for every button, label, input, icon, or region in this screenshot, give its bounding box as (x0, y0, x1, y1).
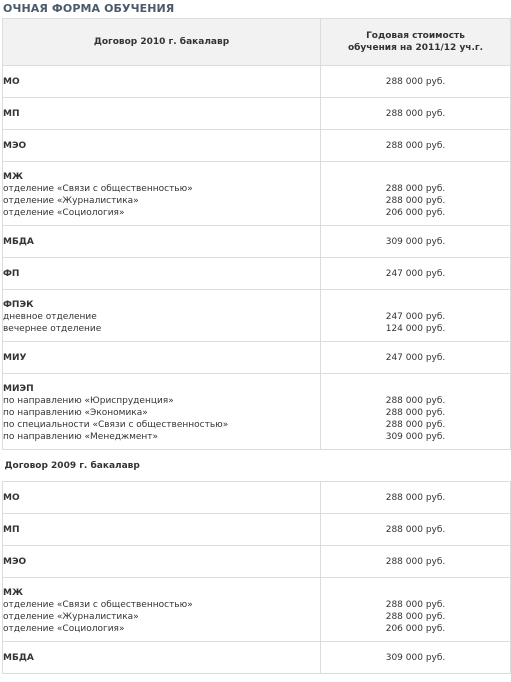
table-row (3, 162, 511, 226)
program-cell (3, 130, 321, 162)
program-cell (3, 258, 321, 290)
price-cell (321, 578, 511, 642)
contract-column-header: Договор 2010 г. бакалавр (3, 19, 321, 66)
table-header-row (3, 19, 511, 66)
department-price: 206 000 руб. (385, 624, 446, 634)
program-name: МП (3, 108, 20, 119)
price-spacer (321, 171, 510, 183)
department-price: 288 000 руб. (385, 420, 446, 430)
program-name: ФП (3, 268, 20, 279)
table-row (3, 642, 511, 674)
table-row (3, 578, 511, 642)
price-cell: 288 000 руб. (321, 98, 511, 130)
program-name: МП (3, 524, 20, 535)
table-row (3, 546, 511, 578)
program-cell (3, 482, 321, 514)
cost-header-line-2: обучения на 2011/12 уч.г. (347, 43, 484, 53)
price-cell: 309 000 руб. (321, 226, 511, 258)
program-name: МИУ (3, 352, 27, 363)
department-label: отделение «Журналистика» (3, 196, 139, 206)
program-name: МЖ (3, 588, 23, 598)
program-name: МИЭП (3, 384, 34, 394)
table-body (3, 66, 511, 674)
department-price: 288 000 руб. (385, 600, 446, 610)
table-row (3, 290, 511, 342)
price-cell: 288 000 руб. (321, 66, 511, 98)
table-row (3, 226, 511, 258)
program-cell (3, 290, 321, 342)
program-name: МО (3, 76, 20, 87)
price-cell (321, 290, 511, 342)
table-row (3, 514, 511, 546)
price-cell: 288 000 руб. (321, 546, 511, 578)
department-label: отделение «Социология» (3, 208, 125, 218)
department-label: по направлению «Юриспруденция» (3, 396, 174, 406)
price-cell: 247 000 руб. (321, 342, 511, 374)
cost-header-line-1: Годовая стоимость (366, 31, 465, 41)
price-cell: 288 000 руб. (321, 130, 511, 162)
price-cell (321, 374, 511, 450)
program-cell (3, 226, 321, 258)
program-name: ФПЭК (3, 300, 34, 310)
department-price: 309 000 руб. (385, 432, 446, 442)
department-price: 288 000 руб. (385, 396, 446, 406)
price-spacer (321, 383, 510, 395)
table-row (3, 130, 511, 162)
department-label: отделение «Журналистика» (3, 612, 139, 622)
table-row (3, 482, 511, 514)
program-cell (3, 642, 321, 674)
program-name: МЭО (3, 556, 27, 567)
price-cell: 288 000 руб. (321, 514, 511, 546)
table-row (3, 374, 511, 450)
department-price: 288 000 руб. (385, 612, 446, 622)
program-cell (3, 374, 321, 450)
department-price: 288 000 руб. (385, 184, 446, 194)
program-cell (3, 578, 321, 642)
price-cell: 288 000 руб. (321, 482, 511, 514)
department-price: 206 000 руб. (385, 208, 446, 218)
department-price: 247 000 руб. (385, 312, 446, 322)
department-label: по специальности «Связи с общественностью» (3, 420, 229, 430)
section-heading: Договор 2009 г. бакалавр (3, 450, 511, 482)
department-price: 288 000 руб. (385, 196, 446, 206)
program-cell (3, 162, 321, 226)
program-name: МЭО (3, 140, 27, 151)
table-row (3, 66, 511, 98)
program-cell (3, 342, 321, 374)
program-cell (3, 514, 321, 546)
program-cell (3, 546, 321, 578)
department-label: вечернее отделение (3, 324, 102, 334)
table-row (3, 342, 511, 374)
department-label: по направлению «Экономика» (3, 408, 148, 418)
section-heading-row (3, 450, 511, 482)
program-cell (3, 98, 321, 130)
program-name: МБДА (3, 236, 34, 247)
department-label: отделение «Связи с общественностью» (3, 600, 193, 610)
page-title: ОЧНАЯ ФОРМА ОБУЧЕНИЯ (3, 2, 175, 15)
program-name: МО (3, 492, 20, 503)
price-cell (321, 162, 511, 226)
department-label: по направлению «Менеджмент» (3, 432, 159, 442)
program-name: МБДА (3, 652, 34, 663)
department-label: отделение «Связи с общественностью» (3, 184, 193, 194)
price-spacer (321, 587, 510, 599)
program-name: МЖ (3, 172, 23, 182)
department-label: дневное отделение (3, 312, 97, 322)
department-price: 288 000 руб. (385, 408, 446, 418)
price-cell: 247 000 руб. (321, 258, 511, 290)
tuition-table (2, 18, 511, 674)
table-row (3, 98, 511, 130)
table-row (3, 258, 511, 290)
department-price: 124 000 руб. (385, 324, 446, 334)
price-cell: 309 000 руб. (321, 642, 511, 674)
department-label: отделение «Социология» (3, 624, 125, 634)
program-cell (3, 66, 321, 98)
cost-column-header (321, 19, 511, 66)
price-spacer (321, 299, 510, 311)
